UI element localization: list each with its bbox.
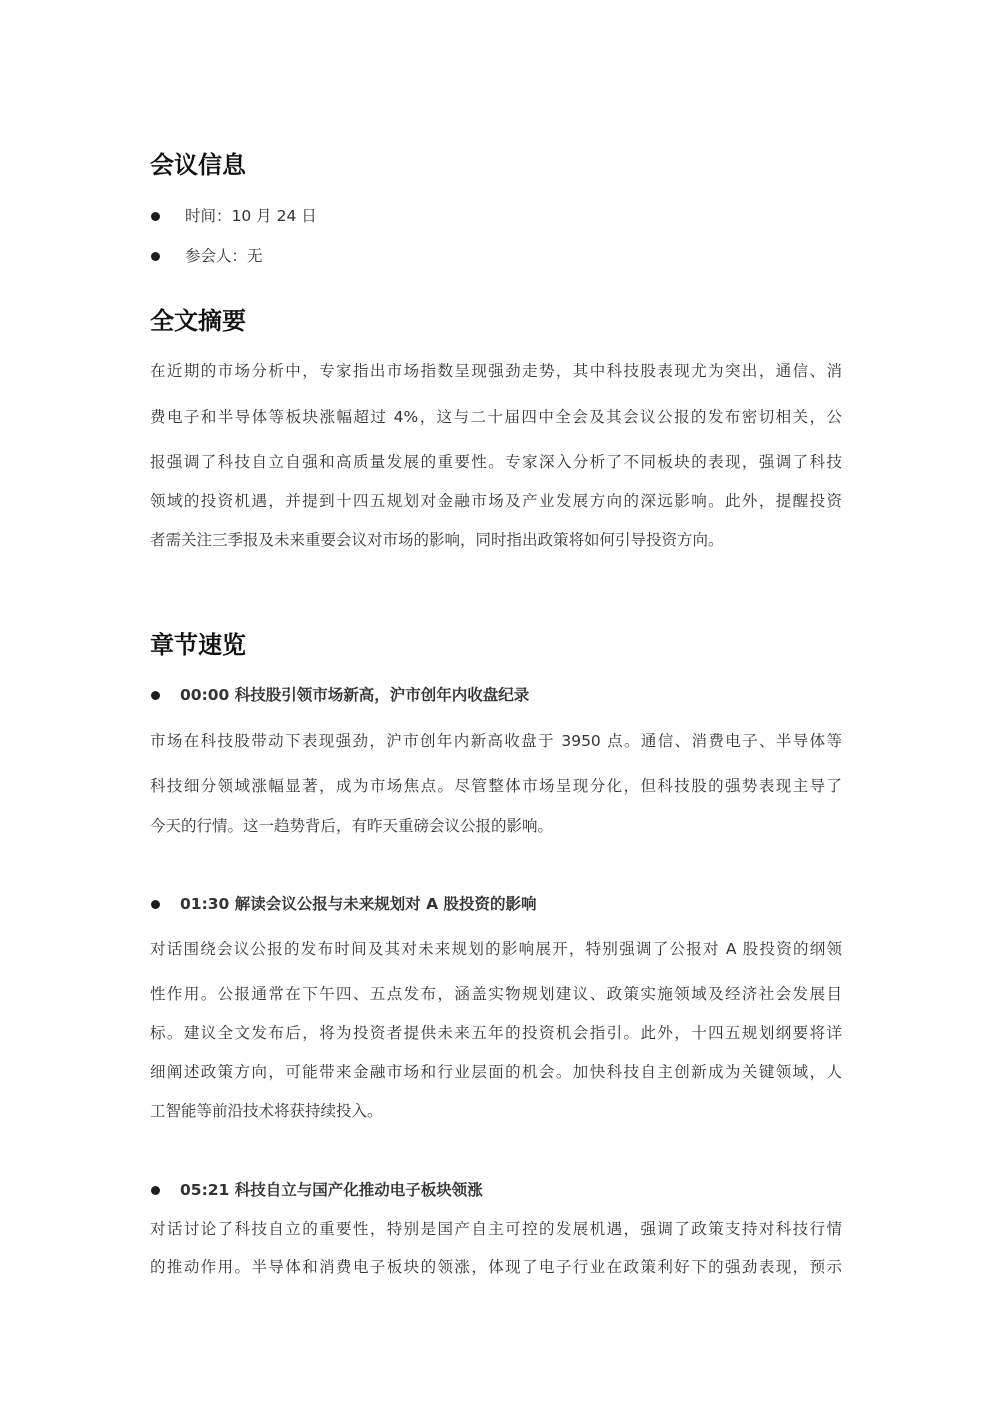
summary-heading: 全文摘要 bbox=[150, 307, 246, 335]
meeting-info-heading: 会议信息 bbox=[150, 151, 246, 179]
chapter-line: 对话围绕会议公报的发布时间及其对未来规划的影响展开，特别强调了公报对 A 股投资的纲领 bbox=[150, 940, 842, 958]
summary-line: 者需关注三季报及未来重要会议对市场的影响，同时指出政策将如何引导投资方向。 bbox=[150, 531, 724, 549]
bullet-dot bbox=[151, 1186, 160, 1195]
chapter-title: 00:00 科技股引领市场新高，沪市创年内收盘纪录 bbox=[180, 686, 530, 704]
chapter-line: 标。建议全文发布后，将为投资者提供未来五年的投资机会指引。此外，十四五规划纲要将详 bbox=[150, 1024, 842, 1042]
meeting-attendees: 参会人：无 bbox=[185, 247, 263, 265]
chapter-line: 的推动作用。半导体和消费电子板块的领涨，体现了电子行业在政策利好下的强劲表现，预示 bbox=[150, 1258, 842, 1276]
chapter-line: 工智能等前沿技术将获持续投入。 bbox=[150, 1102, 383, 1120]
chapter-line: 科技细分领域涨幅显著，成为市场焦点。尽管整体市场呈现分化，但科技股的强势表现主导了 bbox=[150, 777, 842, 795]
summary-line: 报强调了科技自立自强和高质量发展的重要性。专家深入分析了不同板块的表现，强调了科技 bbox=[150, 453, 842, 471]
chapter-line: 今天的行情。这一趋势背后，有昨天重磅会议公报的影响。 bbox=[150, 817, 554, 835]
chapter-line: 市场在科技股带动下表现强劲，沪市创年内新高收盘于 3950 点。通信、消费电子、半导体等 bbox=[150, 732, 842, 750]
bullet-dot bbox=[151, 252, 160, 261]
chapters-heading: 章节速览 bbox=[150, 631, 246, 659]
chapter-title: 05:21 科技自立与国产化推动电子板块领涨 bbox=[180, 1181, 483, 1199]
summary-line: 在近期的市场分析中，专家指出市场指数呈现强劲走势，其中科技股表现尤为突出，通信、消 bbox=[150, 362, 842, 380]
chapter-title: 01:30 解读会议公报与未来规划对 A 股投资的影响 bbox=[180, 895, 537, 913]
bullet-dot bbox=[151, 900, 160, 909]
meeting-time: 时间：10 月 24 日 bbox=[185, 207, 317, 225]
summary-line: 领域的投资机遇，并提到十四五规划对金融市场及产业发展方向的深远影响。此外，提醒投资 bbox=[150, 492, 842, 510]
bullet-dot bbox=[151, 212, 160, 221]
summary-line: 费电子和半导体等板块涨幅超过 4%，这与二十届四中全会及其会议公报的发布密切相关，公 bbox=[150, 408, 842, 426]
chapter-line: 细阐述政策方向，可能带来金融市场和行业层面的机会。加快科技自主创新成为关键领域，人 bbox=[150, 1063, 842, 1081]
chapter-line: 性作用。公报通常在下午四、五点发布，涵盖实物规划建议、政策实施领域及经济社会发展目 bbox=[150, 985, 842, 1003]
bullet-dot bbox=[151, 691, 160, 700]
chapter-line: 对话讨论了科技自立的重要性，特别是国产自主可控的发展机遇，强调了政策支持对科技行情 bbox=[150, 1220, 842, 1238]
